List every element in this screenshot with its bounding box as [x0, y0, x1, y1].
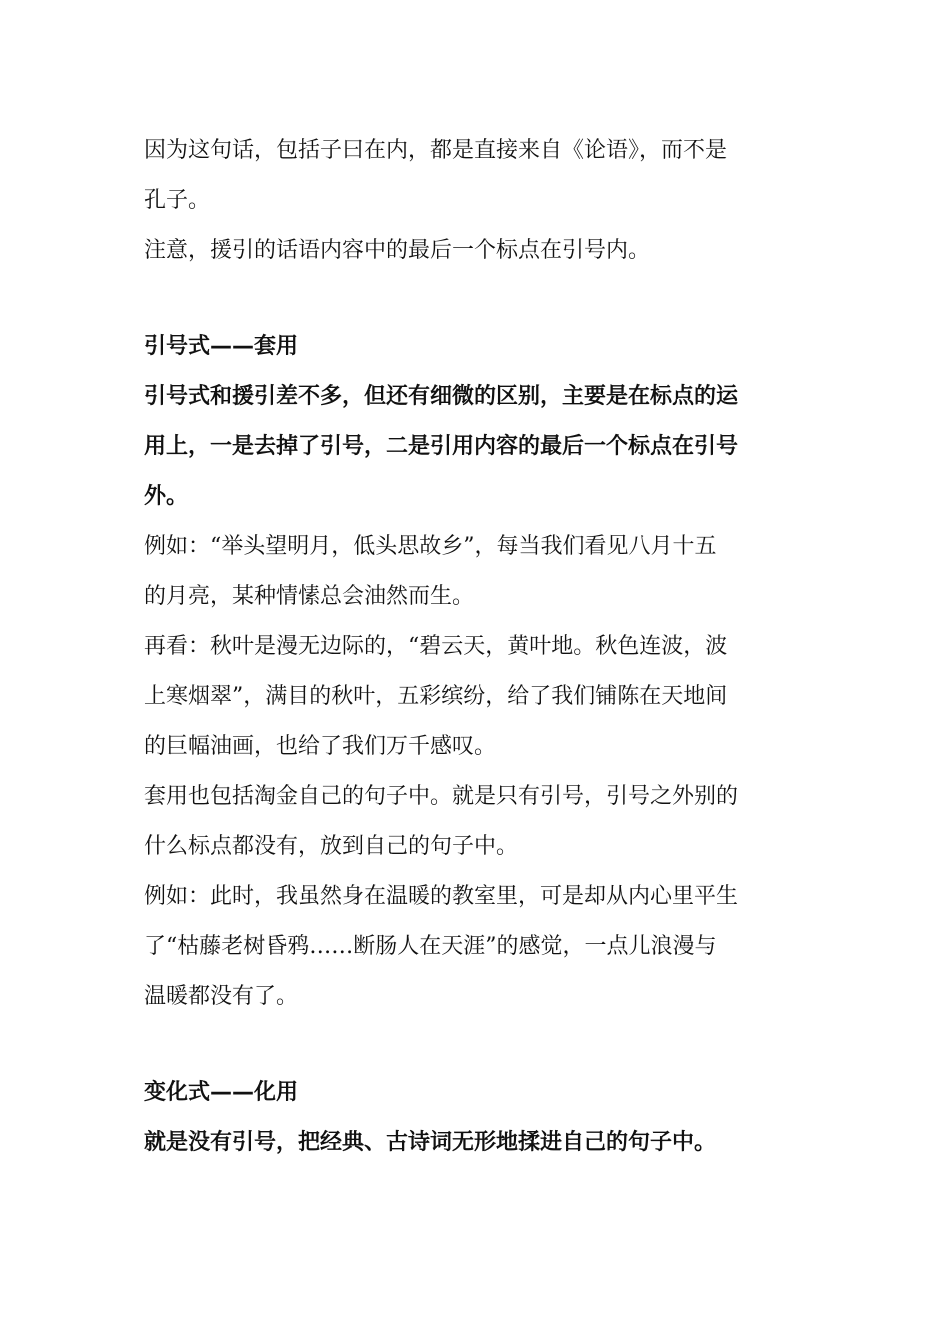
- intro-note: [144, 226, 784, 276]
- text-line: 的巨幅油画，也给了我们万千感叹。: [144, 734, 497, 759]
- spacer: [144, 276, 784, 322]
- section-title-transform-style: 变化式——化用: [144, 1080, 299, 1105]
- intro-paragraph: [144, 126, 784, 226]
- text-line: 因为这句话，包括子曰在内，都是直接来自《论语》，而不是: [144, 138, 728, 163]
- section-title-quote-style: 引号式——套用: [144, 334, 299, 359]
- section2-description: [144, 1118, 784, 1168]
- section1-note: [144, 772, 784, 872]
- text-line: 引号式和援引差不多，但还有细微的区别，主要是在标点的运: [144, 384, 739, 409]
- spacer: [144, 1022, 784, 1068]
- section1-description: [144, 372, 784, 522]
- text-line: 就是没有引号，把经典、古诗词无形地揉进自己的句子中。: [144, 1130, 717, 1155]
- document-page: [144, 126, 784, 1168]
- text-line: 例如：此时，我虽然身在温暖的教室里，可是却从内心里平生: [144, 884, 739, 909]
- text-line: 注意，援引的话语内容中的最后一个标点在引号内。: [144, 238, 651, 263]
- text-line: 上寒烟翠”，满目的秋叶，五彩缤纷，给了我们铺陈在天地间: [144, 684, 728, 709]
- text-line: 孔子。: [144, 188, 211, 213]
- section1-example-1: [144, 522, 784, 622]
- text-line: 的月亮，某种情愫总会油然而生。: [144, 584, 475, 609]
- section1-example-3: [144, 872, 784, 1022]
- text-line: 例如：“举头望明月，低头思故乡”，每当我们看见八月十五: [144, 534, 717, 559]
- text-line: 套用也包括淘金自己的句子中。就是只有引号，引号之外别的: [144, 784, 739, 809]
- text-line: 用上，一是去掉了引号，二是引用内容的最后一个标点在引号: [144, 434, 739, 459]
- text-line: 什么标点都没有，放到自己的句子中。: [144, 834, 519, 859]
- text-line: 温暖都没有了。: [144, 984, 299, 1009]
- text-line: 再看：秋叶是漫无边际的，“碧云天，黄叶地。秋色连波，波: [144, 634, 728, 659]
- section1-example-2: [144, 622, 784, 772]
- text-line: 了“枯藤老树昏鸦……断肠人在天涯”的感觉，一点儿浪漫与: [144, 934, 717, 959]
- text-line: 外。: [144, 484, 189, 509]
